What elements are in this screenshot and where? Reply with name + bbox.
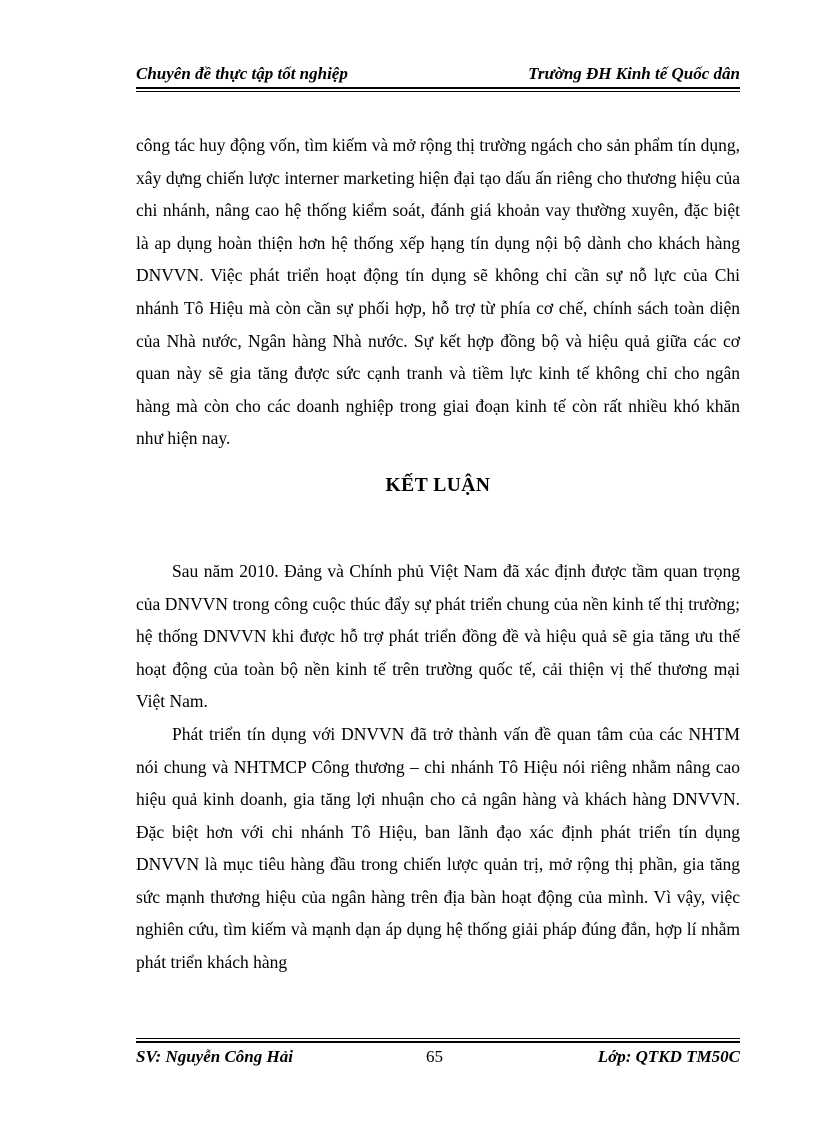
conclusion-paragraph-2: Phát triển tín dụng với DNVVN đã trở thành vấn đề quan tâm của các NHTM nói chung và NHTMCP Công thương – chi nhánh Tô Hiệu nói riêng nhằm nâng cao hiệu quả kinh doanh, gia tăng lợi nhuận cho cả ngân hàng và khách hàng DNVVN. Đặc biệt hơn với chi nhánh Tô Hiệu, ban lãnh đạo xác định phát triển tín dụng DNVVN là mục tiêu hàng đầu trong chiến lược quản trị, mở rộng thị phần, gia tăng sức mạnh thương hiệu của ngân hàng trên địa bàn hoạt động của mình. Vì vậy, việc nghiên cứu, tìm kiếm và mạnh dạn áp dụng hệ thống giải pháp đúng đắn, hợp lí nhằm phát triển khách hàng xyxy=(136,723,740,973)
header-divider xyxy=(136,87,740,89)
page-number: 65 xyxy=(426,1047,443,1066)
footer-student-name: SV: Nguyễn Công Hải xyxy=(136,1047,293,1066)
heading-spacer xyxy=(136,521,740,555)
page-body xyxy=(136,129,740,979)
section-heading: KẾT LUẬN xyxy=(385,474,491,496)
header-university: Trường ĐH Kinh tế Quốc dân xyxy=(528,64,740,83)
footer-class: Lớp: QTKD TM50C xyxy=(597,1047,740,1066)
footer-divider xyxy=(136,1041,740,1043)
header-document-type: Chuyên đề thực tập tốt nghiệp xyxy=(136,64,348,83)
page-header xyxy=(136,62,740,86)
header-divider-thin xyxy=(136,91,740,92)
footer-divider-thin xyxy=(136,1038,740,1039)
continuation-paragraph: công tác huy động vốn, tìm kiếm và mở rộng thị trường ngách cho sản phẩm tín dụng, xây dựng chiến lược interner marketing hiện đại tạo dấu ấn riêng cho thương hiệu của chi nhánh, nâng cao hệ thống kiểm soát, đánh giá khoản vay thường xuyên, đặc biệt là ap dụng hoàn thiện hơn hệ thống xếp hạng tín dụng nội bộ dành cho khách hàng DNVVN. Việc phát triển hoạt động tín dụng sẽ không chỉ cần sự nỗ lực của Chi nhánh Tô Hiệu mà còn cần sự phối hợp, hỗ trợ từ phía cơ chế, chính sách toàn diện của Nhà nước, Ngân hàng Nhà nước. Sự kết hợp đồng bộ và hiệu quả giữa các cơ quan này sẽ gia tăng được sức cạnh tranh và tiềm lực kinh tế không chỉ cho ngân hàng mà còn cho các doanh nghiệp trong giai đoạn kinh tế còn rất nhiều khó khăn như hiện nay. xyxy=(136,135,740,449)
page-footer xyxy=(136,1045,740,1069)
conclusion-paragraph-1: Sau năm 2010. Đảng và Chính phủ Việt Nam đã xác định được tầm quan trọng của DNVVN trong công cuộc thúc đẩy sự phát triển chung của nền kinh tế thị trường; hệ thống DNVVN khi được hỗ trợ phát triển đồng đề và hiệu quả sẽ gia tăng ưu thế hoạt động của toàn bộ nền kinh tế trên trường quốc tế, cải thiện vị thế thương mại Việt Nam. xyxy=(136,560,740,712)
